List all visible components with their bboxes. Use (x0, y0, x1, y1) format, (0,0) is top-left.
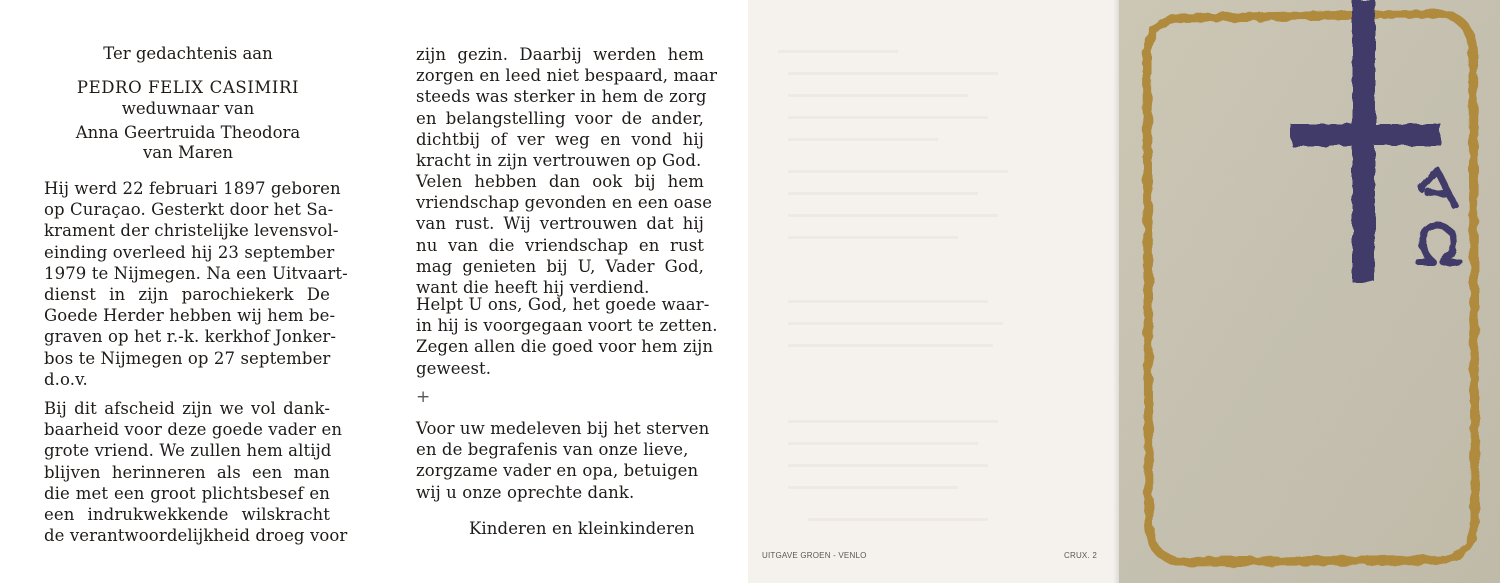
text-line: graven op het r.-k. kerkhof Jonker- (44, 327, 337, 347)
text-line: krament der christelijke levensvol- (44, 221, 339, 241)
text-line: zorgzame vader en opa, betuigen (416, 461, 699, 481)
text-line: wij u onze oprechte dank. (416, 482, 635, 502)
text-line: op Curaçao. Gesterkt door het Sa- (44, 200, 334, 220)
continuation-paragraph (416, 44, 718, 171)
memorial-intro: Ter gedachtenis aan (103, 44, 273, 63)
cross-mark: + (416, 387, 431, 407)
spouse-name: Anna Geertruida Theodora (75, 123, 301, 142)
back-page (748, 0, 1119, 583)
card-code: CRUX. 2 (1064, 551, 1097, 560)
text-line: Hij werd 22 februari 1897 geboren (44, 179, 341, 198)
text-line: die met een groot plichtsbesef en (44, 483, 330, 503)
text-line: bos te Nijmegen op 27 september (44, 348, 331, 368)
friendship-paragraph (416, 171, 713, 298)
text-line: een indrukwekkende wilskracht (44, 505, 330, 525)
text-line: baarheid voor deze goede vader en (44, 420, 343, 440)
text-line: vriendschap gevonden en een oase (416, 193, 713, 213)
deceased-name: PEDRO FELIX CASIMIRI (76, 78, 300, 97)
text-line: geweest. (416, 358, 492, 378)
artwork-svg (1119, 0, 1500, 583)
prayer-paragraph (416, 294, 718, 379)
text-line: grote vriend. We zullen hem altijd (44, 441, 332, 461)
text-line: en belangstelling voor de ander, (416, 108, 704, 128)
text-line: kracht in zijn vertrouwen op God. (416, 151, 702, 171)
publisher-imprint: UITGAVE GROEN - VENLO (762, 551, 867, 560)
text-line: zijn gezin. Daarbij werden hem (416, 45, 704, 64)
text-line: einding overleed hij 23 september (44, 242, 335, 262)
text-line: Velen hebben dan ook bij hem (416, 172, 704, 191)
text-line: mag genieten bij U, Vader God, (416, 256, 704, 276)
text-line: de verantwoordelijkheid droeg voor (44, 526, 348, 546)
artwork-texture (1119, 0, 1500, 583)
biography-paragraph (44, 178, 348, 390)
text-line: Bij dit afscheid zijn we vol dank- (44, 399, 330, 418)
text-line: dienst in zijn parochiekerk De (44, 285, 330, 305)
text-line: Voor uw medeleven bij het sterven (416, 419, 710, 438)
thanks-paragraph (416, 418, 710, 503)
left-page (0, 0, 376, 583)
text-line: en de begrafenis van onze lieve, (416, 440, 689, 460)
text-line: zorgen en leed niet bespaard, maar (416, 66, 718, 86)
text-line: Zegen allen die goed voor hem zijn (416, 337, 714, 357)
text-line: van rust. Wij vertrouwen dat hij (416, 214, 704, 234)
text-line: in hij is voorgegaan voort te zetten. (416, 316, 718, 336)
text-line: blijven herinneren als een man (44, 462, 330, 482)
text-line: nu van die vriendschap en rust (416, 235, 704, 255)
text-line: Goede Herder hebben wij hem be- (44, 306, 336, 326)
text-line: d.o.v. (44, 369, 88, 389)
paper-texture (748, 0, 1119, 583)
signature: Kinderen en kleinkinderen (469, 519, 695, 538)
text-line: steeds was sterker in hem de zorg (416, 87, 707, 107)
spouse-surname: van Maren (142, 143, 234, 162)
text-line: 1979 te Nijmegen. Na een Uitvaart- (44, 263, 348, 283)
middle-page (376, 0, 748, 583)
widower-of: weduwnaar van (121, 99, 255, 118)
text-line: dichtbij of ver weg en vond hij (416, 129, 704, 149)
tribute-paragraph (44, 398, 348, 546)
text-line: Helpt U ons, God, het goede waar- (416, 295, 710, 314)
cover-artwork (1119, 0, 1500, 583)
text-line: want die heeft hij verdiend. (416, 278, 650, 298)
